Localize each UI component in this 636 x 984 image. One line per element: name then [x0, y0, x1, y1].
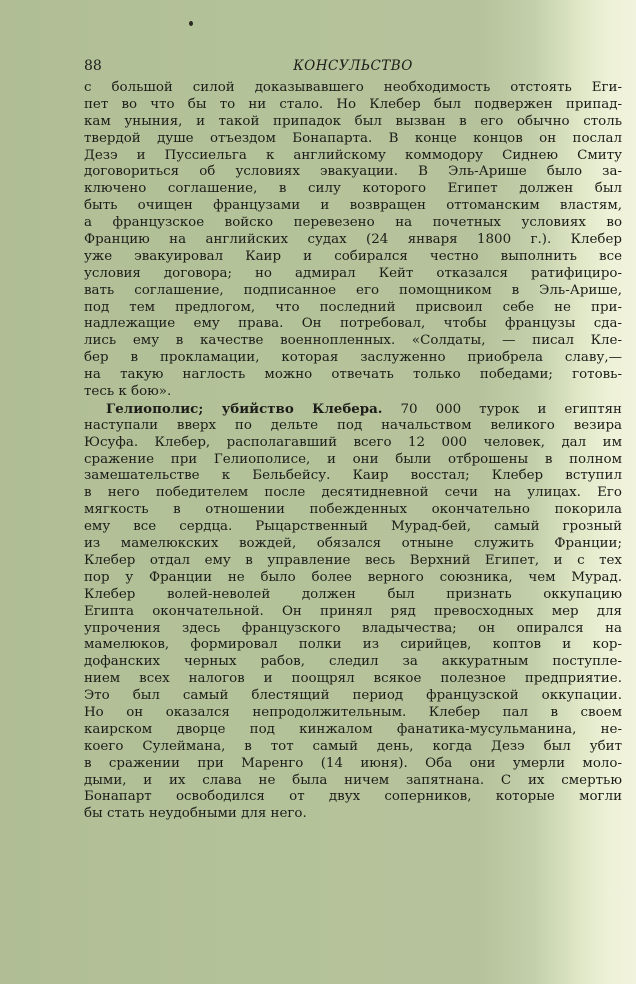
text-line: мягкость в отношении побежденных окончательно покорила [84, 502, 622, 518]
text-line: ему все сердца. Рыцарственный Мурад-бей, самый грозный [84, 519, 622, 535]
text-line: сражение при Гелиополисе, и они были отброшены в полном [84, 451, 622, 467]
text-line: дыми, и их слава не была ничем запятнана. С их смертью [84, 772, 622, 788]
text-line: тесь к бою». [84, 384, 172, 400]
text-line: в сражении при Маренго (14 июня). Оба они умерли моло- [84, 755, 622, 771]
page-header [84, 54, 622, 78]
book-page [84, 54, 622, 823]
text-line: Но он оказался непродолжительным. Клебер пал в своем [84, 704, 622, 720]
text-line: условия договора; но адмирал Кейт отказался ратифициро- [84, 265, 622, 281]
text-line: Клебер волей-неволей должен был признать оккупацию [84, 586, 622, 602]
page-number: 88 [84, 58, 102, 74]
text-line: на такую наглость можно отвечать только победами; готовь- [84, 367, 622, 383]
text-line: а французское войско перевезено на почетных условиях во [84, 215, 622, 231]
text-line: надлежащие ему права. Он потребовал, чтобы французы сда- [84, 316, 622, 332]
text-line: быть очищен французами и возвращен оттоманским властям, [84, 198, 622, 214]
text-line: замешательстве к Бельбейсу. Каир восстал; Клебер вступил [84, 468, 622, 484]
text-line: мамелюков, формировал полки из сирийцев, коптов и кор- [84, 637, 622, 653]
text-line: твердой душе отъездом Бонапарта. В конце концов он послал [84, 130, 622, 146]
text-line: Дезэ и Пуссиельга к английскому коммодору Сиднею Смиту [84, 147, 622, 163]
running-head: КОНСУЛЬСТВО [293, 58, 413, 74]
heading-line-rest: 70 000 турок и египтян [400, 401, 622, 417]
text-line: Юсуфа. Клебер, располагавший всего 12 000 человек, дал им [84, 434, 622, 450]
paragraph-1 [84, 80, 622, 401]
text-line: вать соглашение, подписанное его помощником в Эль-Арише, [84, 282, 622, 298]
text-line: бы стать неудобными для него. [84, 806, 307, 822]
text-line: из мамелюкских вождей, обязался отныне служить Франции; [84, 536, 622, 552]
text-line: уже эвакуировал Каир и собирался честно выполнить все [84, 248, 622, 264]
text-line: с большой силой доказывавшего необходимость отстоять Еги- [84, 80, 622, 95]
text-line: коего Сулеймана, в тот самый день, когда Дезэ был убит [84, 738, 622, 754]
section-heading: Гелиополис; убийство Клебера. [106, 400, 383, 417]
body-text [84, 80, 622, 823]
scan-speck [189, 21, 193, 26]
text-line: пор у Франции не было более верного союзника, чем Мурад. [84, 569, 622, 585]
text-line: дофанских черных рабов, следил за аккуратным поступле- [84, 654, 622, 670]
text-line: Это был самый блестящий период французской оккупации. [84, 688, 622, 704]
text-line: Клебер отдал ему в управление весь Верхний Египет, и с тех [84, 552, 622, 568]
text-line: бер в прокламации, которая заслуженно приобрела славу,— [84, 350, 622, 366]
text-line: Бонапарт освободился от двух соперников, которые могли [84, 789, 622, 805]
text-line-with-heading [84, 401, 622, 418]
text-line: нием всех налогов и поощрял всякое полезное предприятие. [84, 671, 622, 687]
text-line: каирском дворце под кинжалом фанатика-мусульманина, не- [84, 721, 622, 737]
text-line: в него победителем после десятидневной сечи на улицах. Его [84, 485, 622, 501]
text-line: упрочения здесь французского владычества; он опирался на [84, 620, 622, 636]
text-line: ключено соглашение, в силу которого Египет должен был [84, 181, 622, 197]
text-line: под тем предлогом, что последний присвоил себе не при- [84, 299, 622, 315]
paragraph-2 [84, 401, 622, 823]
text-line: пет во что бы то ни стало. Но Клебер был подвержен припад- [84, 96, 622, 112]
text-line: кам уныния, и такой припадок был вызван в его обычно столь [84, 113, 622, 129]
text-line: Египта окончательной. Он принял ряд превосходных мер для [84, 603, 622, 619]
text-line: Францию на английских судах (24 января 1800 г.). Клебер [84, 232, 622, 248]
text-line: договориться об условиях эвакуации. В Эль-Арише было за- [84, 164, 622, 180]
text-line: лись ему в качестве военнопленных. «Солдаты, — писал Кле- [84, 333, 622, 349]
text-line: наступали вверх по дельте под начальством великого везира [84, 417, 622, 433]
